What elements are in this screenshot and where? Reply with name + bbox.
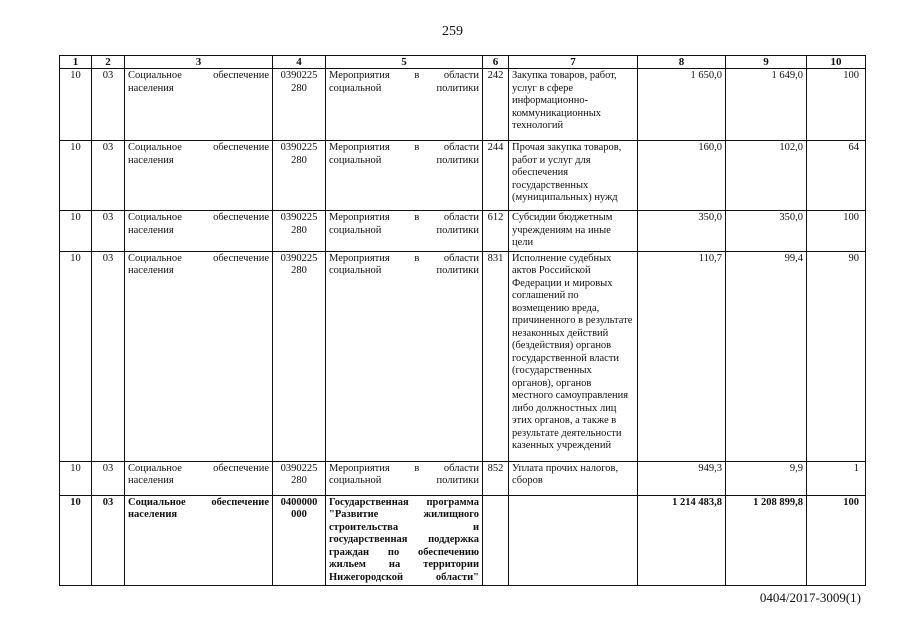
budget-table [59, 55, 866, 586]
expense-type-code: 612 [483, 211, 509, 252]
target-article-code: 0390225 280 [273, 461, 326, 495]
section-name: Социальное обеспечение населения [125, 69, 273, 141]
section-name: Социальное обеспечение населения [125, 495, 273, 586]
executed-amount: 1 208 899,8 [726, 495, 807, 586]
subsection-code: 03 [92, 461, 125, 495]
subsection-code: 03 [92, 495, 125, 586]
planned-amount: 1 214 483,8 [638, 495, 726, 586]
table-row [60, 69, 866, 141]
subsection-code: 03 [92, 211, 125, 252]
subsection-code: 03 [92, 141, 125, 211]
expense-type-name: Исполнение судебных актов Российской Федерации и мировых соглашений по возмещению вреда, причиненного в результате незаконных действий (бездействия) органов государственной власти (государственных органов), органов местного самоуправления либо должностных лиц этих органов, а также в результате деятельности казенных учреждений [509, 251, 638, 461]
expense-type-name: Уплата прочих налогов, сборов [509, 461, 638, 495]
article-name: Мероприятия в области социальной политики [326, 69, 483, 141]
planned-amount: 160,0 [638, 141, 726, 211]
article-name: Государственная программа "Развитие жилищного строительства и государственная поддержка граждан по обеспечению жильем на территории Нижегородской области" [326, 495, 483, 586]
section-code: 10 [60, 69, 92, 141]
column-header: 6 [483, 56, 509, 69]
header-row [60, 56, 866, 69]
subsection-code: 03 [92, 251, 125, 461]
column-header: 4 [273, 56, 326, 69]
executed-amount: 99,4 [726, 251, 807, 461]
column-header: 2 [92, 56, 125, 69]
executed-amount: 102,0 [726, 141, 807, 211]
section-name: Социальное обеспечение населения [125, 461, 273, 495]
column-header: 3 [125, 56, 273, 69]
section-code: 10 [60, 141, 92, 211]
column-header: 1 [60, 56, 92, 69]
section-name: Социальное обеспечение населения [125, 211, 273, 252]
expense-type-name [509, 495, 638, 586]
target-article-code: 0390225 280 [273, 251, 326, 461]
page-number: 259 [442, 24, 463, 39]
expense-type-code: 244 [483, 141, 509, 211]
column-header: 9 [726, 56, 807, 69]
article-name: Мероприятия в области социальной политики [326, 211, 483, 252]
expense-type-code: 852 [483, 461, 509, 495]
execution-percent: 100 [807, 495, 866, 586]
section-name: Социальное обеспечение населения [125, 251, 273, 461]
table-row [60, 461, 866, 495]
execution-percent: 100 [807, 69, 866, 141]
expense-type-code: 242 [483, 69, 509, 141]
execution-percent: 64 [807, 141, 866, 211]
table-row [60, 141, 866, 211]
expense-type-code: 831 [483, 251, 509, 461]
executed-amount: 1 649,0 [726, 69, 807, 141]
section-code: 10 [60, 495, 92, 586]
expense-type-name: Закупка товаров, работ, услуг в сфере информационно-коммуникационных технологий [509, 69, 638, 141]
executed-amount: 350,0 [726, 211, 807, 252]
section-name: Социальное обеспечение населения [125, 141, 273, 211]
column-header: 5 [326, 56, 483, 69]
column-header: 10 [807, 56, 866, 69]
target-article-code: 0390225 280 [273, 141, 326, 211]
table-row [60, 251, 866, 461]
planned-amount: 110,7 [638, 251, 726, 461]
column-header: 8 [638, 56, 726, 69]
article-name: Мероприятия в области социальной политики [326, 461, 483, 495]
subsection-code: 03 [92, 69, 125, 141]
target-article-code: 0390225 280 [273, 69, 326, 141]
planned-amount: 1 650,0 [638, 69, 726, 141]
executed-amount: 9,9 [726, 461, 807, 495]
expense-type-code [483, 495, 509, 586]
section-code: 10 [60, 461, 92, 495]
section-code: 10 [60, 211, 92, 252]
article-name: Мероприятия в области социальной политики [326, 251, 483, 461]
execution-percent: 1 [807, 461, 866, 495]
planned-amount: 350,0 [638, 211, 726, 252]
table-row [60, 211, 866, 252]
expense-type-name: Прочая закупка товаров, работ и услуг для обеспечения государственных (муниципальных) нужд [509, 141, 638, 211]
column-header: 7 [509, 56, 638, 69]
target-article-code: 0390225 280 [273, 211, 326, 252]
execution-percent: 90 [807, 251, 866, 461]
target-article-code: 0400000 000 [273, 495, 326, 586]
section-code: 10 [60, 251, 92, 461]
execution-percent: 100 [807, 211, 866, 252]
table-row [60, 495, 866, 586]
article-name: Мероприятия в области социальной политики [326, 141, 483, 211]
document-code: 0404/2017-3009(1) [759, 590, 861, 605]
planned-amount: 949,3 [638, 461, 726, 495]
expense-type-name: Субсидии бюджетным учреждениям на иные цели [509, 211, 638, 252]
